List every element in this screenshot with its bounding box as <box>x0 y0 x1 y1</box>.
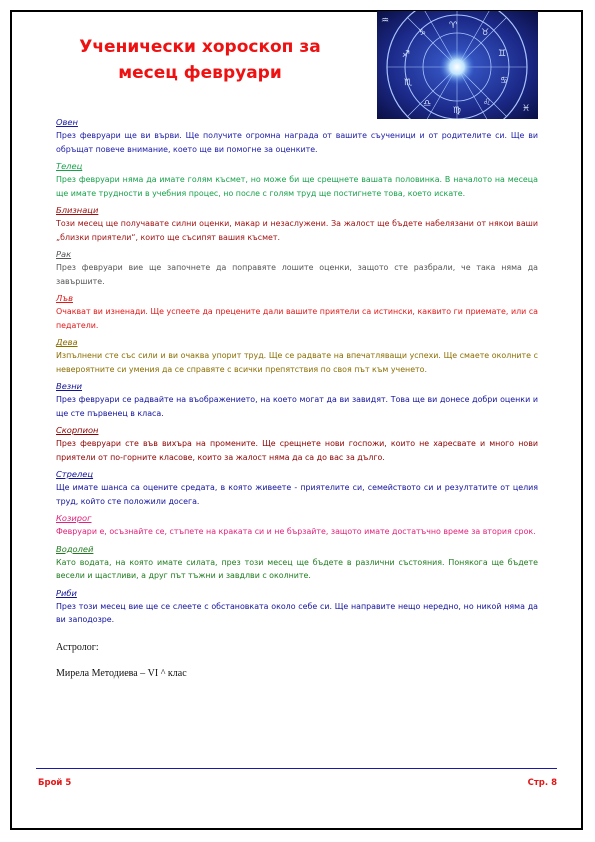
sign-heading-vezni: Везни <box>56 381 83 391</box>
author-credit: Мирела Методиева – VI ^ клас <box>56 667 187 679</box>
sign-heading-kozirog: Козирог <box>56 513 92 523</box>
footer-rule <box>36 768 557 769</box>
svg-text:♑: ♑ <box>418 28 427 38</box>
sign-text-rak: През февруари вие ще започнете да поправяте лошите оценки, защото сте разбрали, че така няма да завършите. <box>56 263 538 286</box>
svg-text:♊: ♊ <box>498 49 507 59</box>
sign-text-bliznaci: Този месец ще получавате силни оценки, макар и незаслужени. За жалост ще бъдете набелязани от някои ваши „близки приятели“, които ще съсипят вашия късмет. <box>56 219 538 242</box>
astrologer-label: Астролог: <box>56 641 99 653</box>
sign-heading-strelec: Стрелец <box>56 469 94 479</box>
sign-text-telec: През февруари няма да имате голям късмет, но може би ще срещнете вашата половинка. В началото на месеца ще имате трудности в учебния процес, но после с голям труд ще постигнете това, което искате. <box>56 175 538 198</box>
zodiac-wheel-image <box>377 11 538 119</box>
sign-heading-rak: Рак <box>56 249 72 259</box>
svg-text:♏: ♏ <box>404 78 413 88</box>
sign-heading-ribi: Риби <box>56 587 77 598</box>
svg-text:♉: ♉ <box>481 28 490 38</box>
sign-heading-skorpion: Скорпион <box>56 425 99 435</box>
sign-text-strelec: Ще имате шанса са оцените средата, в която живеете - приятелите си, семейството си и резултатите от целия труд, който сте положили досега. <box>56 483 538 506</box>
sign-text-deva: Изпълнени сте със сили и ви очаква упорит труд. Ще се радвате на впечатляващи успехи. Ще смаете околните с невероятните си умения да се справяте с всички препятствия по своя път към ученето. <box>56 351 538 374</box>
svg-text:♒: ♒ <box>381 16 390 26</box>
svg-text:♎: ♎ <box>423 99 432 109</box>
sign-heading-deva: Дева <box>56 337 78 347</box>
svg-text:♋: ♋ <box>500 76 509 86</box>
sign-text-skorpion: През февруари сте във вихъра на промените. Ще срещнете нови госпожи, които не харесвате и много нови приятели от по-горните класове, които за жалост няма да са до вас за дълго. <box>56 439 538 462</box>
sign-heading-bliznaci: Близнаци <box>56 205 99 215</box>
sign-heading-telec: Телец <box>56 161 83 171</box>
svg-text:♈: ♈ <box>449 21 458 31</box>
sign-text-ribi: През този месец вие ще се слеете с обстановката около себе си. Ще направите нещо нередно, но никой няма да ви заподозре. <box>56 601 538 624</box>
svg-text:♍: ♍ <box>453 106 462 116</box>
svg-text:♐: ♐ <box>402 50 411 60</box>
footer-issue: Брой 5 <box>38 778 72 788</box>
title-line-1: Ученически хороскоп за <box>79 37 321 57</box>
svg-text:♓: ♓ <box>522 104 531 114</box>
sign-heading-oven: Овен <box>56 117 78 127</box>
svg-text:♌: ♌ <box>483 98 492 108</box>
sign-text-oven: През февруари ще ви върви. Ще получите огромна награда от вашите съученици и от родителите си. Ще ви обръщат повече внимание, което ще ви помогне за оценките. <box>56 131 538 154</box>
sign-text-lav: Очакват ви изненади. Ще успеете да прецените дали вашите приятели са истински, каквито ги приемате, или са педатели. <box>56 307 538 330</box>
sign-heading-vodolei: Водолей <box>56 543 94 554</box>
title-line-2: месец февруари <box>118 63 282 83</box>
footer-page-number: Стр. 8 <box>527 778 557 788</box>
horoscope-content <box>56 116 538 681</box>
sign-text-vodolei: Като водата, на която имате силата, през този месец ще бъдете в различни състояния. Понякога ще бъдете весели и щастливи, а друг път тъжни и завдлви с околните. <box>56 557 538 580</box>
sign-text-vezni: През февруари се радвайте на въображението, на което могат да ви завидят. Това ще ви донесе добри оценки и ще сте първенец в класа. <box>56 395 538 418</box>
page-title <box>60 34 340 86</box>
sign-heading-lav: Лъв <box>56 293 73 303</box>
sign-text-kozirog: Февруари е, осъзнайте се, стъпете на краката си и не бързайте, защото имате достатъчно време за втория срок. <box>56 527 536 536</box>
